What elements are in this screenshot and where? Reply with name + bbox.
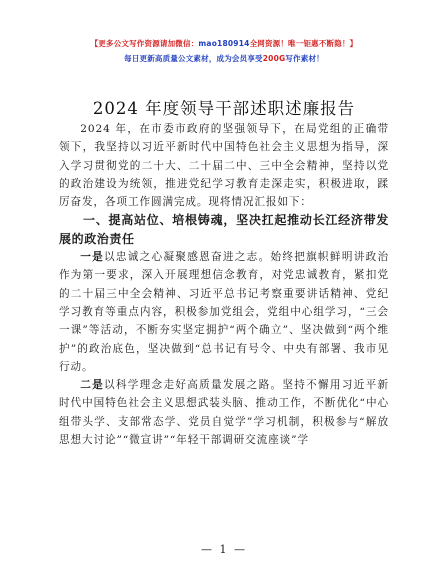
document-body bbox=[59, 120, 389, 449]
paragraph-lead: 一是 bbox=[80, 251, 104, 264]
paragraph-lead: 二是 bbox=[80, 379, 104, 392]
promo-banner-line1 bbox=[0, 38, 448, 49]
promo-suffix: 全网资源！唯一钜惠不断隐！】 bbox=[249, 39, 358, 48]
body-paragraph-2 bbox=[59, 376, 389, 449]
promo-prefix: 【更多公文写作资源请加微信： bbox=[90, 39, 199, 48]
promo-line2-end: 写作素材！ bbox=[285, 54, 324, 63]
document-title: 2024 年度领导干部述职述廉报告 bbox=[92, 99, 356, 118]
promo-line2-text: 每日更新高质量公文素材，成为会员享受 bbox=[124, 54, 263, 63]
promo-wechat-id: mao180914 bbox=[198, 39, 250, 48]
section-heading: 一、提高站位、培根铸魂，坚决扛起推动长江经济带发展的政治责任 bbox=[59, 213, 389, 246]
page-number: — 1 — bbox=[201, 543, 247, 556]
intro-paragraph: 2024 年，在市委市政府的坚强领导下，在局党组的正确带领下，我坚持以习近平新时代中国特色社会主义思想为指导，深入学习贯彻党的二十大、二十届二中、三中全会精神，坚持以党的政治建设为统领，推进党纪学习教育走深走实，积极进取，蹂厉奋发，各项工作圆满完成。现将情况汇报如下： bbox=[59, 123, 389, 209]
promo-line2-price: 200G bbox=[262, 54, 286, 63]
paragraph-text: 以科学理念走好高质量发展之路。坚持不懈用习近平新时代中国特色社会主义思想武装头脑、推动工作，不断优化“中心组带头学、支部常态学、党员自觉学”学习机制，积极参与“解放思想大讨论”“微宣讲”“年轻干部调研交流座谈”学 bbox=[59, 379, 389, 447]
promo-banner-line2 bbox=[0, 53, 448, 64]
body-paragraph-1 bbox=[59, 248, 389, 376]
paragraph-text: 以忠诚之心凝聚感恩奋进之志。始终把旗帜鲜明讲政治作为第一要求，深入开展理想信念教育，对党忠诚教育，紧扣党的二十届三中全会精神、习近平总书记考察重要讲话精神、党纪学习教育等重点内容，积极参加党组会，党组中心组学习，“三会一课”等活动，不断夯实坚定拥护“两个确立”、坚决做到“两个维护”的政治底色，坚决做到“总书记有号令、中央有部署、我市见行动。 bbox=[59, 251, 389, 373]
